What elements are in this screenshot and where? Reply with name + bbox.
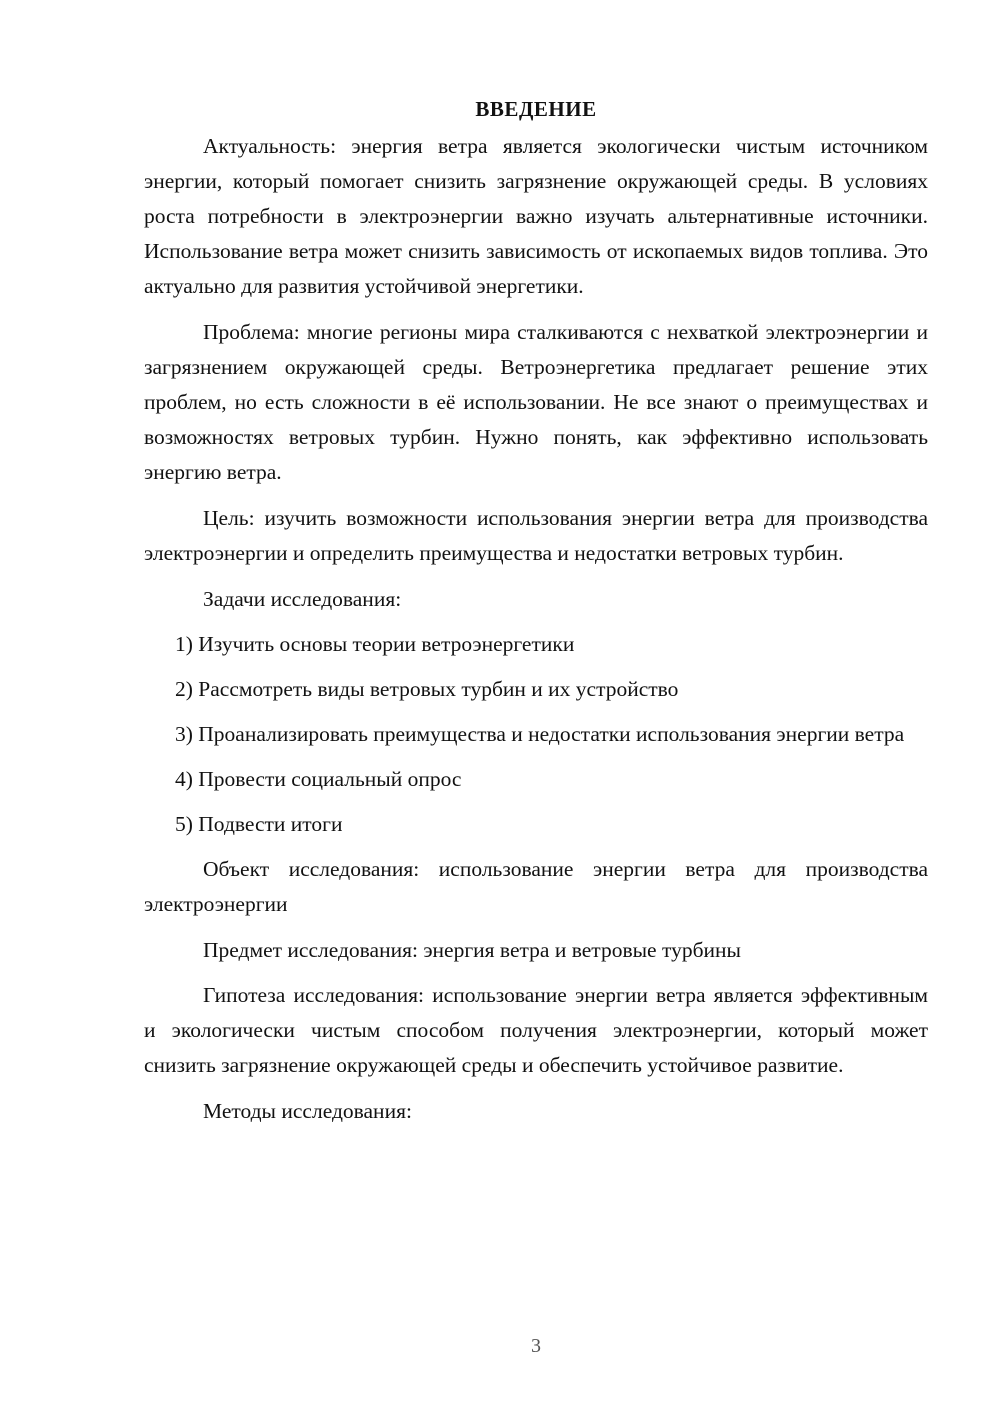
paragraph-goal: Цель: изучить возможности использования энергии ветра для производства электроэнергии и определить преимущества и недостатки ветровых турбин.	[144, 506, 928, 565]
tasks-heading: Задачи исследования:	[203, 587, 402, 611]
paragraph-object: Объект исследования: использование энергии ветра для производства электроэнергии	[144, 857, 928, 916]
paragraph-hypothesis: Гипотеза исследования: использование энергии ветра является эффективным и экологически чистым способом получения электроэнергии, который может снизить загрязнение окружающей среды и обеспечить устойчивое развитие.	[144, 983, 928, 1077]
list-item: 3) Проанализировать преимущества и недостатки использования энергии ветра	[175, 722, 905, 746]
list-item: 2) Рассмотреть виды ветровых турбин и их устройство	[175, 677, 679, 701]
list-item: 5) Подвести итоги	[175, 812, 343, 836]
tasks-list	[144, 627, 928, 842]
page-content	[144, 92, 928, 1139]
page-title: ВВЕДЕНИЕ	[475, 97, 597, 121]
paragraph-problem: Проблема: многие регионы мира сталкиваются с нехваткой электроэнергии и загрязнением окружающей среды. Ветроэнергетика предлагает решение этих проблем, но есть сложности в её использовании. Не все знают о преимуществах и возможностях ветровых турбин. Нужно понять, как эффективно использовать энергию ветра.	[144, 320, 928, 484]
paragraph-relevance: Актуальность: энергия ветра является экологически чистым источником энергии, который помогает снизить загрязнение окружающей среды. В условиях роста потребности в электроэнергии важно изучать альтернативные источники. Использование ветра может снизить зависимость от ископаемых видов топлива. Это актуально для развития устойчивой энергетики.	[144, 134, 928, 298]
list-item: 1) Изучить основы теории ветроэнергетики	[175, 632, 575, 656]
methods-heading: Методы исследования:	[203, 1099, 412, 1123]
list-item: 4) Провести социальный опрос	[175, 767, 462, 791]
paragraph-subject: Предмет исследования: энергия ветра и ветровые турбины	[203, 938, 741, 962]
page-number: 3	[531, 1335, 541, 1357]
